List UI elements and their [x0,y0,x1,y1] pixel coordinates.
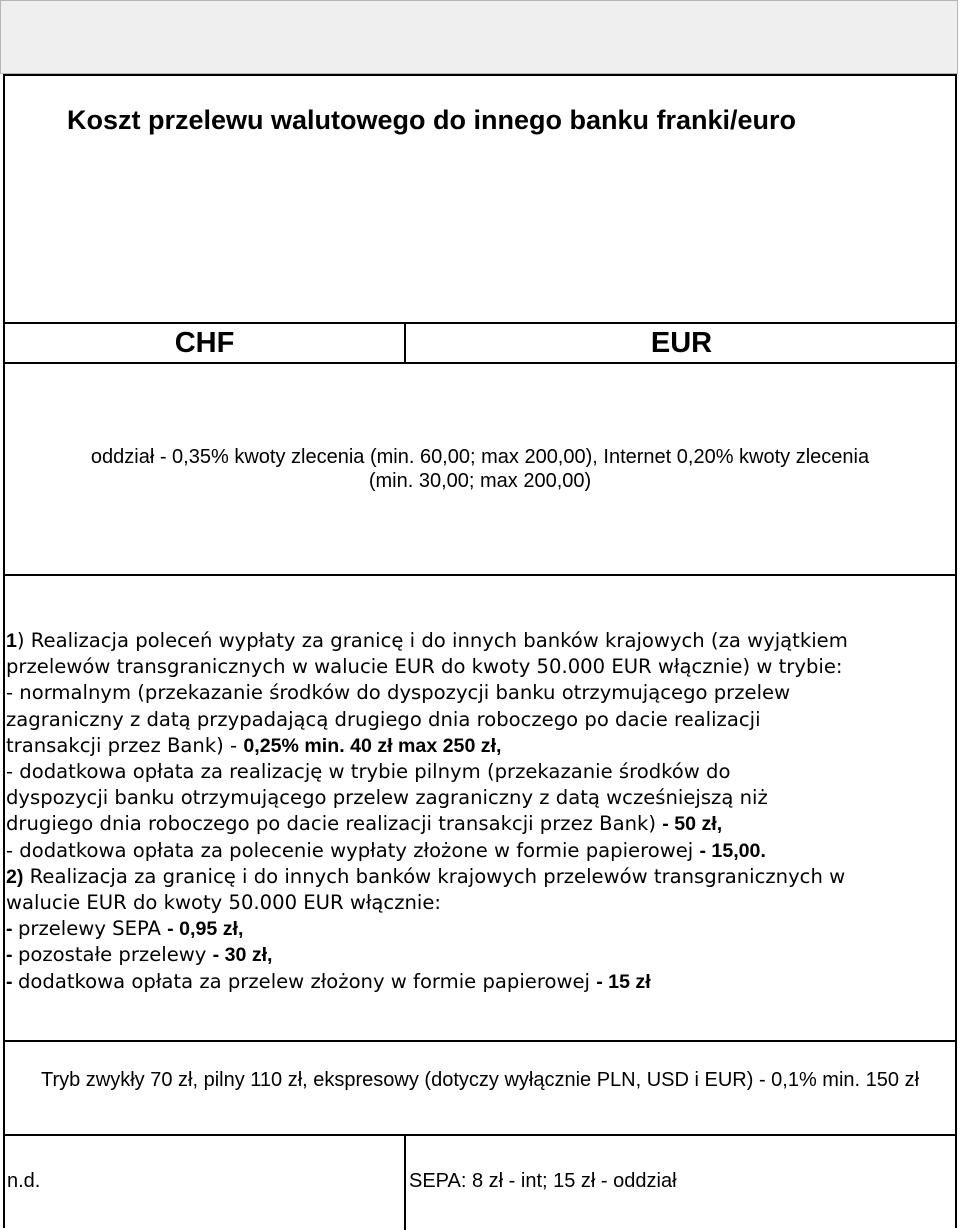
express-fees-text: Tryb zwykły 70 zł, pilny 110 zł, ekspresowy (dotyczy wyłącznie PLN, USD i EUR) - 0,1% min. 150 zł [40,1069,920,1091]
eur-fees-line [6,864,954,890]
fee-amount: - 15 zł [596,970,651,993]
bottom-row-divider [404,1134,406,1230]
divider [3,574,957,576]
eur-fees-line: walucie EUR do kwoty 50.000 EUR włącznie: [6,891,442,915]
list-number: 2) [6,865,24,888]
top-strip [0,0,958,74]
fee-amount: - 0,95 zł, [167,918,244,941]
bottom-chf-cell: n.d. [7,1170,41,1192]
page-title: Koszt przelewu walutowego do innego banku franki/euro [67,105,797,135]
eur-fees-line [6,969,954,995]
eur-fees-line [6,916,954,942]
line-text: pozostałe przelewy [17,943,213,967]
divider [3,1134,957,1136]
eur-fees-line [6,811,954,837]
line-text: Realizacja za granicę i do innych banków krajowych przelewów transgranicznych w [23,864,846,888]
fee-amount: - 30 zł, [212,944,273,967]
eur-fees-line: zagraniczny z datą przypadającą drugiego dnia roboczego po dacie realizacji [6,707,761,731]
eur-fees-line: dyspozycji banku otrzymującego przelew zagraniczny z datą wcześniejszą niż [6,786,768,810]
line-text: transakcji przez Bank) - [6,733,244,757]
bullet-dash: - [6,970,18,993]
fee-amount: - 15,00. [699,839,766,862]
line-text: przelewy SEPA [17,917,168,941]
line-text: drugiego dnia roboczego po dacie realizacji transakcji przez Bank) [6,812,663,836]
eur-fees-line [6,942,954,968]
divider [3,1040,957,1042]
eur-fees-line [6,628,954,654]
bullet-dash: - [6,918,18,941]
divider [3,362,957,364]
eur-fees-line [6,733,954,759]
bottom-eur-cell: SEPA: 8 zł - int; 15 zł - oddział [409,1170,677,1192]
line-text: ) Realizacja poleceń wypłaty za granicę i do innych banków krajowych (za wyjątkiem [16,629,848,652]
eur-fees-line: - dodatkowa opłata za realizację w trybie pilnym (przekazanie środków do [6,760,731,784]
eur-fees-line [6,838,954,864]
chf-fees-text [40,445,920,493]
eur-fees-text [6,628,954,995]
bullet-dash: - [6,944,18,967]
chf-fees-line: oddział - 0,35% kwoty zlecenia (min. 60,00; max 200,00), Internet 0,20% kwoty zlecenia [90,446,870,468]
chf-fees-line: (min. 30,00; max 200,00) [368,470,592,492]
header-chf: CHF [174,327,235,359]
line-text: - dodatkowa opłata za polecenie wypłaty złożone w formie papierowej [6,838,700,862]
eur-fees-line: przelewów transgranicznych w walucie EUR do kwoty 50.000 EUR włącznie) w trybie: [6,655,843,679]
list-number: 1 [6,630,17,652]
header-eur: EUR [650,327,713,359]
divider [3,322,957,324]
fee-amount: 0,25% min. 40 zł max 250 zł, [243,734,502,757]
eur-fees-line: - normalnym (przekazanie środków do dyspozycji banku otrzymującego przelew [6,681,791,705]
fee-amount: - 50 zł, [662,813,723,836]
line-text: dodatkowa opłata za przelew złożony w formie papierowej [17,969,597,993]
